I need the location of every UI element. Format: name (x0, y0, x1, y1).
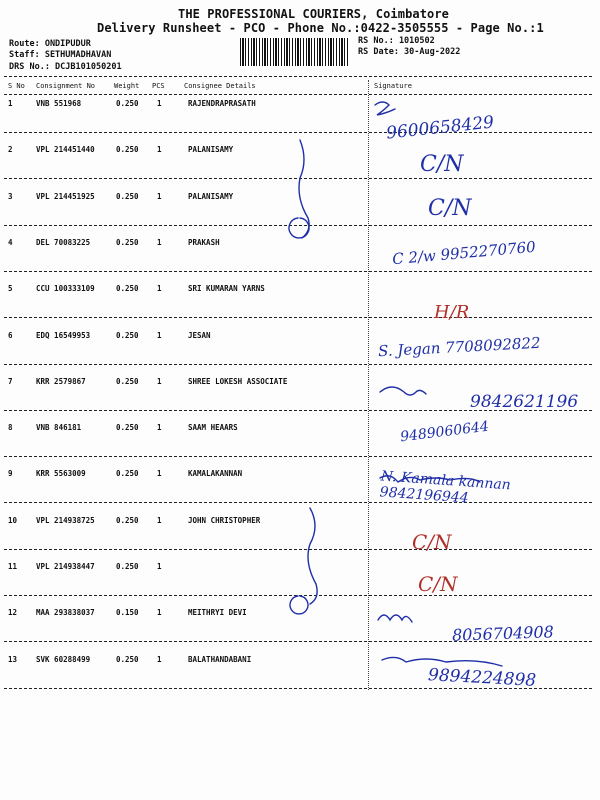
row-weight: 0.250 (116, 145, 139, 155)
signature-scribble-13 (382, 657, 502, 666)
signature-scribble-12 (378, 615, 412, 622)
rs-number: RS No.: 1010502 (358, 36, 435, 46)
col-header-pcs: PCS (152, 82, 165, 90)
staff-label: Staff: SETHUMADHAVAN (9, 50, 112, 60)
row-consignee: MEITHRYI DEVI (188, 608, 247, 618)
row-consignment-no: KRR 2579867 (36, 376, 86, 386)
row-consignee: JESAN (188, 330, 211, 340)
signature-cn-11: C/N (418, 572, 458, 596)
signature-phone-13: 9894224898 (427, 665, 537, 691)
row-weight: 0.250 (116, 469, 139, 479)
col-header-sno: S No (8, 82, 25, 90)
route-label: Route: ONDIPUDUR (9, 39, 91, 49)
row-consignee: SHREE LOKESH ASSOCIATE (188, 376, 288, 386)
row-weight: 0.250 (116, 376, 139, 386)
signature-phone-8: 9489060644 (399, 418, 490, 446)
row-pcs: 1 (157, 237, 162, 247)
col-header-consignment: Consignment No (36, 82, 96, 90)
row-consignee: PALANISAMY (188, 191, 234, 201)
row-sno: 4 (8, 237, 13, 247)
row-pcs: 1 (157, 469, 162, 479)
row-pcs: 1 (157, 99, 162, 108)
row-weight: 0.250 (116, 284, 139, 294)
row-pcs: 1 (157, 562, 162, 571)
row-weight: 0.250 (116, 99, 139, 108)
row-sno: 7 (8, 376, 13, 386)
signature-phone-1: 9600658429 (385, 112, 495, 144)
company-title: THE PROFESSIONAL COURIERS, Coimbatore (178, 7, 450, 21)
row-sno: 9 (8, 469, 13, 479)
row-consignment-no: VPL 214451440 (36, 145, 95, 155)
row-consignment-no: SVK 60288499 (36, 654, 91, 664)
row-consignment-no: KRR 5563009 (36, 469, 86, 479)
signature-phone-12: 8056704908 (451, 622, 555, 645)
row-pcs: 1 (157, 284, 162, 294)
row-pcs: 1 (157, 376, 162, 386)
row-consignee: JOHN CHRISTOPHER (188, 515, 261, 525)
row-consignee: SRI KUMARAN YARNS (188, 284, 265, 294)
signature-phone-7: 9842621196 (470, 392, 579, 412)
col-header-weight: Weight (114, 82, 140, 90)
row-consignee: RAJENDRAPRASATH (188, 99, 256, 108)
row-consignment-no: MAA 293838037 (36, 608, 95, 618)
signature-cn-3: C/N (428, 196, 472, 221)
row-weight: 0.250 (116, 423, 139, 433)
row-consignee: SAAM HEAARS (188, 423, 238, 433)
row-sno: 1 (8, 99, 13, 108)
signature-cn-10: C/N (412, 530, 452, 554)
bracket-mark-2 (308, 508, 317, 604)
row-consignee: KAMALAKANNAN (188, 469, 243, 479)
runsheet-title: Delivery Runsheet - PCO - Phone No.:0422-3505555 - Page No.:1 (97, 21, 544, 35)
row-weight: 0.250 (116, 654, 139, 664)
row-pcs: 1 (157, 654, 162, 664)
row-weight: 0.250 (116, 562, 139, 571)
signature-9: N. Kamala kannan 9842196944 (379, 468, 512, 507)
drs-label: DRS No.: DCJB101050201 (9, 62, 122, 72)
row-sno: 11 (8, 562, 18, 571)
row-sno: 5 (8, 284, 13, 294)
row-pcs: 1 (157, 330, 162, 340)
signature-cn-2: C/N (420, 152, 464, 177)
row-weight: 0.250 (116, 237, 139, 247)
row-consignee: PALANISAMY (188, 145, 234, 155)
row-sno: 3 (8, 191, 13, 201)
row-weight: 0.150 (116, 608, 139, 618)
signature-6: S. Jegan 7708092822 (377, 333, 541, 361)
row-consignment-no: VPL 214938447 (36, 562, 95, 571)
row-consignee: PRAKASH (188, 237, 220, 247)
circle-mark-2 (290, 596, 308, 614)
row-consignment-no: CCU 100333109 (36, 284, 95, 294)
signature-scribble-7 (380, 387, 426, 395)
circle-mark-1 (289, 218, 309, 238)
signature-scribble-1 (375, 102, 395, 115)
row-sno: 6 (8, 330, 13, 340)
row-weight: 0.250 (116, 515, 139, 525)
row-weight: 0.250 (116, 330, 139, 340)
row-pcs: 1 (157, 145, 162, 155)
signature-4: C 2/w 9952270760 (391, 237, 537, 269)
row-pcs: 1 (157, 608, 162, 618)
row-sno: 10 (8, 515, 18, 525)
col-header-consignee: Consignee Details (184, 82, 256, 90)
col-header-signature: Signature (374, 82, 412, 90)
row-weight: 0.250 (116, 191, 139, 201)
row-consignment-no: VNB 846181 (36, 423, 82, 433)
row-sno: 8 (8, 423, 13, 433)
rs-date: RS Date: 30-Aug-2022 (358, 47, 461, 57)
row-consignee: BALATHANDABANI (188, 654, 252, 664)
row-pcs: 1 (157, 191, 162, 201)
row-pcs: 1 (157, 515, 162, 525)
row-sno: 13 (8, 654, 18, 664)
row-consignment-no: VNB 551968 (36, 99, 82, 108)
signature-hr-5: H/R (434, 302, 470, 323)
row-consignment-no: DEL 70083225 (36, 237, 91, 247)
row-sno: 12 (8, 608, 18, 618)
row-consignment-no: VPL 214938725 (36, 515, 95, 525)
row-consignment-no: VPL 214451925 (36, 191, 95, 201)
row-pcs: 1 (157, 423, 162, 433)
row-consignment-no: EDQ 16549953 (36, 330, 91, 340)
row-sno: 2 (8, 145, 13, 155)
